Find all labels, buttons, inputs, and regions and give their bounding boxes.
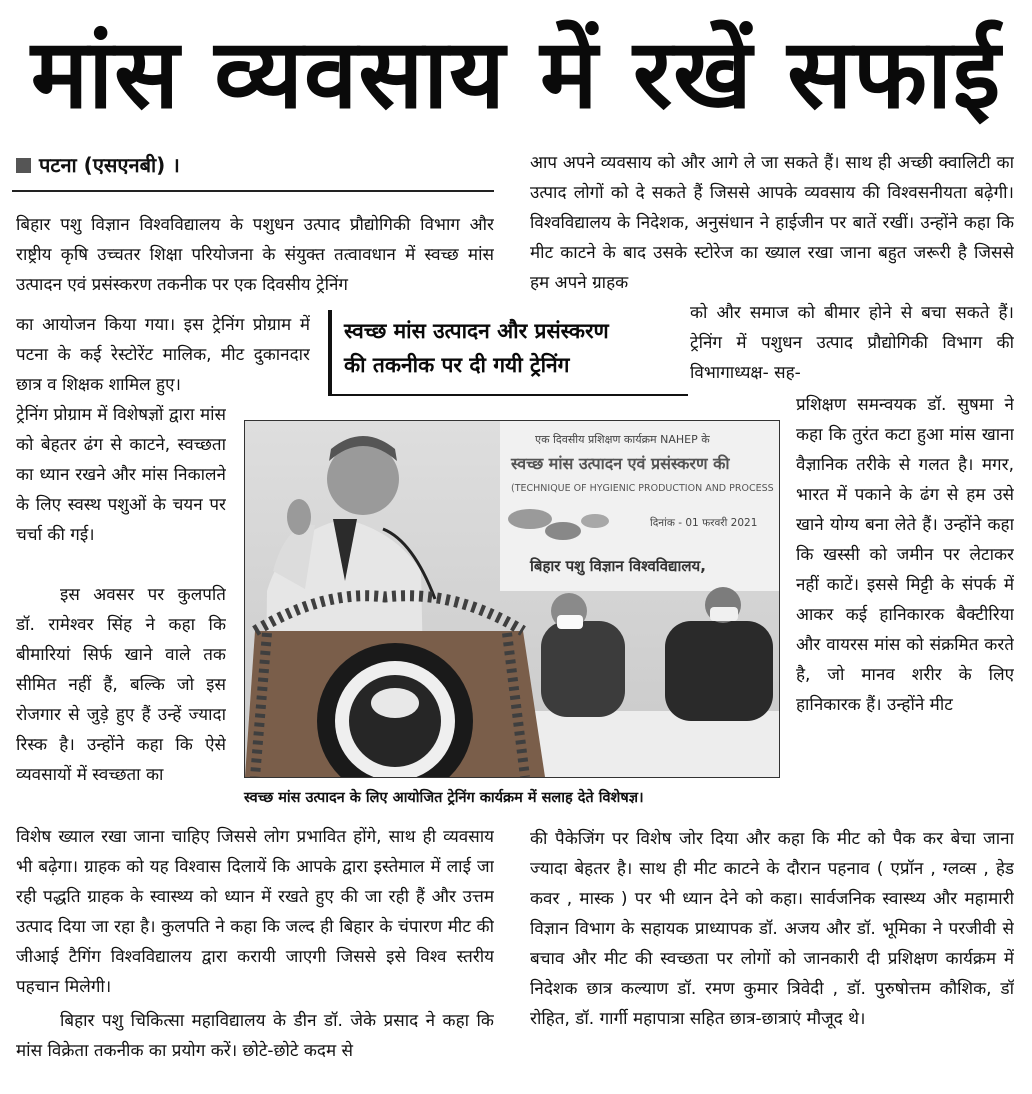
right-paragraph-3: प्रशिक्षण समन्वयक डॉ. सुषमा ने कहा कि तुरंत कटा हुआ मांस खाना वैज्ञानिक तरीके से गलत है। मगर, भारत में पकाने के ढंग से हम उसे खाने योग्य बना लेते हैं। उन्होंने कहा कि खस्सी को जमीन पर लेटाकर नहीं काटें। इससे मिट्टी के संपर्क में आकर कई हानिकारक बैक्टीरिया और वायरस मांस को संक्रमित करते है, जो मानव शरीर के लिए हानिकारक हैं। उन्होंने मीट — [796, 395, 1014, 715]
banner-line-3: (TECHNIQUE OF HYGIENIC PRODUCTION AND PROCESS — [511, 483, 774, 494]
article-paragraph-4: इस अवसर पर कुलपति डॉ. रामेश्वर सिंह ने कहा कि बीमारियां सिर्फ खाने वाले तक सीमित नहीं हैं, बल्कि जो इस रोजगार से जुड़े हुए हैं उन्हें ज्यादा रिस्क है। उन्होंने कहा कि ऐसे व्यवसायों में स्वच्छता का — [16, 585, 226, 785]
article-paragraph-6: बिहार पशु चिकित्सा महाविद्यालय के डीन डॉ. जेके प्रसाद ने कहा कि मांस विक्रेता तकनीक का प्रयोग करें। छोटे-छोटे कदम से — [16, 1011, 494, 1061]
banner-line-2: स्वच्छ मांस उत्पादन एवं प्रसंस्करण की — [511, 454, 730, 473]
headline: मांस व्यवसाय में रखें सफाई — [30, 18, 1002, 130]
article-paragraph-3: ट्रेनिंग प्रोग्राम में विशेषज्ञों द्वारा मांस को बेहतर ढंग से काटने, स्वच्छता का ध्यान रखने और मांस निकालने के लिए स्वस्थ पशुओं के चयन पर चर्चा की गई। — [16, 405, 226, 545]
right-paragraph-1: आप अपने व्यवसाय को और आगे ले जा सकते हैं। साथ ही अच्छी क्वालिटी का उत्पाद लोगों को दे सकते हैं जिससे आपके व्यवसाय की विश्वसनीयता बढ़ेगी। विश्वविद्यालय के निदेशक, अनुसंधान ने हाईजीन पर बातें रखीं। उन्होंने कहा कि मीट काटने के बाद उसके स्टोरेज का ख्याल रखा जाना बहुत जरूरी है जिससे हम अपने ग्राहक — [530, 153, 1014, 293]
dateline — [16, 150, 180, 180]
right-paragraph-4: की पैकेजिंग पर विशेष जोर दिया और कहा कि मीट को पैक कर बेचा जाना ज्यादा बेहतर है। साथ ही मीट काटने के दौरान पहनाव ( एप्रॉन , ग्लव्स , हेड कवर , मास्क ) पर भी ध्यान देने को कहा। सार्वजनिक स्वास्थ्य और महामारी विज्ञान विभाग के सहायक प्राध्यापक डॉ. अजय और डॉ. भूमिका ने परजीवी से बचाव और मीट की स्वच्छता पर लोगों को जानकारी दी प्रशिक्षण कार्यक्रम में निदेशक छात्र कल्याण डॉ. रमण कुमार त्रिवेदी , डॉ. पुरुषोत्तम कौशिक, डॉ रोहित, डॉ. गार्गी महापात्रा सहित छात्र-छात्राएं मौजूद थे। — [530, 829, 1014, 1029]
banner-line-5: बिहार पशु विज्ञान विश्वविद्यालय, — [530, 557, 706, 575]
article-paragraph-2: का आयोजन किया गया। इस ट्रेनिंग प्रोग्राम में पटना के कई रेस्टोरेंट मालिक, मीट दुकानदार छात्र व शिक्षक शामिल हुए। — [16, 315, 310, 395]
pull-quote — [328, 310, 688, 396]
article-paragraph-1: बिहार पशु विज्ञान विश्वविद्यालय के पशुधन उत्पाद प्रौद्योगिकी विभाग और राष्ट्रीय कृषि उच्चतर शिक्षा परियोजना के संयुक्त तत्वावधान में स्वच्छ मांस उत्पादन एवं प्रसंस्करण तकनीक पर एक दिवसीय ट्रेनिंग — [16, 215, 494, 295]
dateline-rule — [12, 190, 494, 192]
right-paragraph-2: को और समाज को बीमार होने से बचा सकते हैं। ट्रेनिंग में पशुधन उत्पाद प्रौद्योगिकी विभाग की विभागाध्यक्ष- सह- — [690, 303, 1014, 383]
article-paragraph-5: विशेष ख्याल रखा जाना चाहिए जिससे लोग प्रभावित होंगे, साथ ही व्यवसाय भी बढ़ेगा। ग्राहक को यह विश्वास दिलायें कि आपके द्वारा इस्तेमाल में लाई जा रही पद्धति ग्राहक के स्वास्थ्य को ध्यान में रखते हुए की जा रही हैं और उत्तम उत्पाद दिया जा रहा है। कुलपति ने कहा कि जल्द ही बिहार के चंपारण मीट की जीआई टैगिंग विश्वविद्यालय द्वारा करायी जाएगी जिससे इसे विश्व स्तरीय पहचान मिलेगी। — [16, 827, 494, 997]
pull-quote-line-2: की तकनीक पर दी गयी ट्रेनिंग — [344, 353, 570, 377]
banner-line-1: एक दिवसीय प्रशिक्षण कार्यक्रम NAHEP के — [535, 433, 710, 446]
photo-caption: स्वच्छ मांस उत्पादन के लिए आयोजित ट्रेनिंग कार्यक्रम में सलाह देते विशेषज्ञ। — [244, 790, 644, 806]
dateline-text: पटना (एसएनबी) । — [39, 153, 180, 177]
event-photo — [244, 420, 780, 778]
pull-quote-line-1: स्वच्छ मांस उत्पादन और प्रसंस्करण — [344, 319, 609, 343]
banner-line-4: दिनांक - 01 फरवरी 2021 — [650, 517, 758, 529]
square-bullet-icon — [16, 158, 31, 173]
